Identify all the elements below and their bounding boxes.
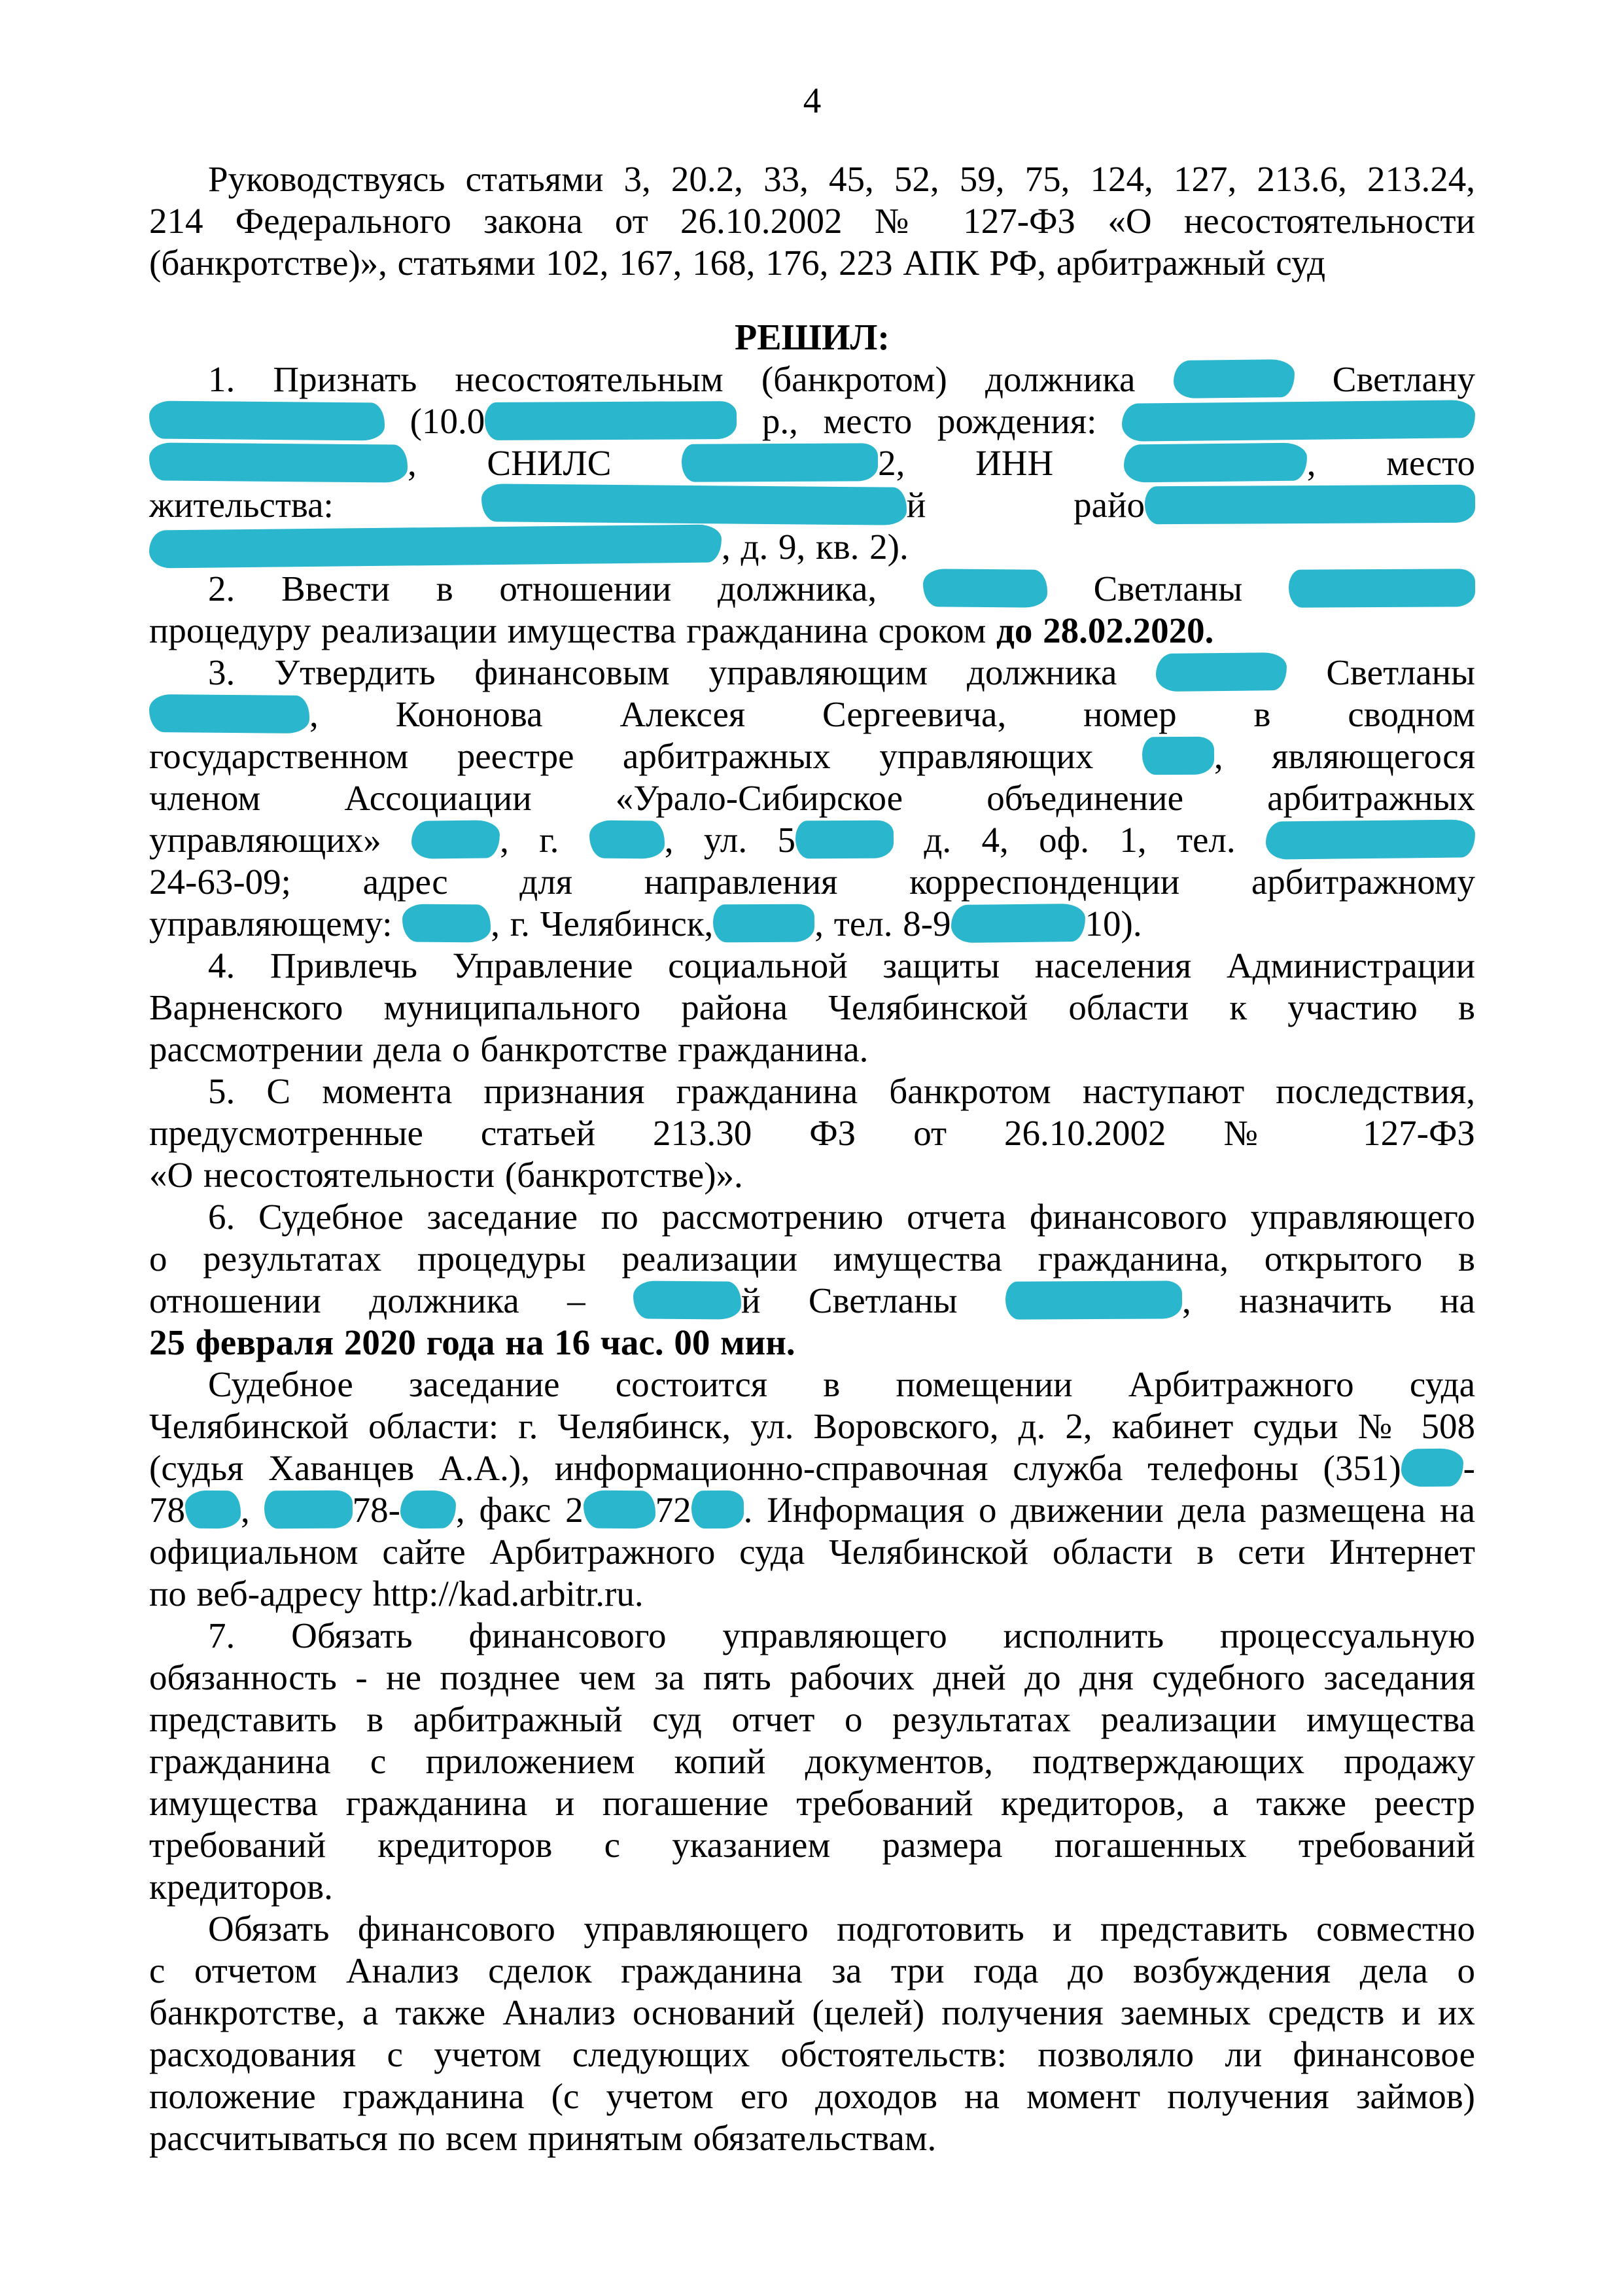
document-line [149, 1322, 1475, 1364]
redaction-mark [633, 1280, 741, 1319]
text-run: й райо [906, 485, 1145, 525]
document-line [149, 2075, 1475, 2117]
text-run: , [241, 1490, 264, 1530]
text-run: р., место рождения: [737, 401, 1122, 441]
redaction-mark [923, 569, 1047, 608]
text-run: с отчетом Анализ сделок гражданина за три года до возбуждения дела о [149, 1951, 1475, 1990]
document-line [149, 1573, 1475, 1615]
redaction-mark [149, 442, 408, 482]
text-run: процедуру реализации имущества гражданина сроком [149, 610, 997, 650]
text-run: по веб-адресу http://kad.arbitr.ru. [149, 1574, 644, 1614]
text-run: государственном реестре арбитражных управляющих [149, 736, 1142, 776]
document-line [149, 1112, 1475, 1154]
redaction-mark [185, 1491, 241, 1529]
document-line [149, 484, 1475, 526]
text-run: , г. Челябинск, [491, 904, 714, 944]
text-run: , являющегося [1213, 736, 1475, 776]
redaction-mark [1145, 485, 1475, 525]
text-run: банкротстве, а также Анализ оснований (целей) получения заемных средств и их [149, 1992, 1475, 2032]
document-line [149, 1280, 1475, 1322]
redaction-mark [1289, 569, 1475, 607]
document-line [149, 200, 1475, 242]
text-run: 214 Федерального закона от 26.10.2002 № 127-ФЗ «О несостоятельности [149, 201, 1475, 241]
text-run: , факс 2 [455, 1490, 584, 1530]
redaction-mark [691, 1491, 744, 1528]
document-line [149, 1866, 1475, 1908]
text-run: гражданина с приложением копий документов, подтверждающих продажу [149, 1741, 1475, 1781]
redaction-mark [1142, 737, 1214, 775]
document-line [149, 1699, 1475, 1740]
document-line [149, 1364, 1475, 1405]
document-line [149, 1824, 1475, 1866]
redaction-mark [481, 484, 907, 525]
document-line [149, 1615, 1475, 1657]
redaction-mark [951, 904, 1085, 943]
text-run: предусмотренные статьей 213.30 ФЗ от 26.10.2002 № 127-ФЗ [149, 1113, 1475, 1153]
redaction-mark [411, 820, 500, 858]
redaction-mark [402, 904, 491, 942]
text-run: , г. [500, 820, 589, 860]
document-line [149, 694, 1475, 735]
document-line [149, 735, 1475, 777]
document-line [149, 777, 1475, 819]
text-run: отношении должника – [149, 1280, 634, 1320]
text-run: , д. 9, кв. 2). [722, 527, 909, 567]
redaction-mark [149, 524, 722, 568]
document-line [149, 1531, 1475, 1573]
text-run: Руководствуясь статьями 3, 20.2, 33, 45, 52, 59, 75, 124, 127, 213.6, 213.24, [208, 159, 1475, 199]
document-line [149, 359, 1475, 400]
text-run: кредиторов. [149, 1867, 333, 1907]
redaction-mark [1122, 400, 1476, 442]
text-run: 5. С момента признания гражданина банкротом наступают последствия, [208, 1071, 1475, 1111]
document-line [149, 1070, 1475, 1112]
text-run: й Светланы [741, 1280, 1006, 1320]
text-run: 72 [655, 1490, 691, 1530]
text-run: расходования с учетом следующих обстоятельств: позволяло ли финансовое [149, 2034, 1475, 2074]
text-run: рассмотрении дела о банкротстве гражданина. [149, 1029, 869, 1069]
document-line [149, 568, 1475, 610]
text-run: о результатах процедуры реализации имущества гражданина, открытого в [149, 1239, 1475, 1279]
document-line [149, 1992, 1475, 2034]
redaction-mark [795, 821, 894, 859]
text-run: Светлану [1294, 359, 1476, 399]
text-run: обязанность - не позднее чем за пять рабочих дней до дня судебного заседания [149, 1657, 1475, 1697]
text-run: , ул. 5 [664, 820, 795, 860]
text-run: (судья Хаванцев А.А.), информационно-справочная служба телефоны (351) [149, 1448, 1401, 1488]
text-run: , тел. 8-9 [814, 904, 951, 944]
document-line [149, 2034, 1475, 2075]
text-run: 2. Ввести в отношении должника, [208, 569, 923, 609]
text-run: 7. Обязать финансового управляющего исполнить процессуальную [208, 1616, 1475, 1655]
text-run: . Информация о движении дела размещена на [743, 1490, 1476, 1530]
text-run: 24-63-09; адрес для направления корреспонденции арбитражному [149, 862, 1475, 902]
text-run: Обязать финансового управляющего подготовить и представить совместно [208, 1909, 1475, 1949]
document-line [149, 1489, 1475, 1531]
redaction-mark [583, 1491, 655, 1529]
text-run: Варненского муниципального района Челябинской области к участию в [149, 987, 1475, 1027]
document-line [149, 242, 1475, 284]
text-run: , Кононова Алексея Сергеевича, номер в сводном [309, 694, 1475, 734]
text-run: , место [1306, 443, 1475, 483]
document-line [149, 158, 1475, 200]
text-run: официальном сайте Арбитражного суда Челябинской области в сети Интернет [149, 1532, 1475, 1572]
text-run: 2, ИНН [878, 443, 1124, 483]
document-line [149, 1154, 1475, 1196]
text-run: жительства: [149, 485, 481, 525]
text-run: Судебное заседание состоится в помещении Арбитражного суда [208, 1364, 1475, 1404]
text-run: 1. Признать несостоятельным (банкротом) должника [208, 359, 1174, 399]
text-run: «О несостоятельности (банкротстве)». [149, 1155, 743, 1195]
text-run-bold: до 28.02.2020. [996, 610, 1214, 650]
text-run: (банкротстве)», статьями 102, 167, 168, 176, 223 АПК РФ, арбитражный суд [149, 243, 1326, 283]
text-run: , назначить на [1182, 1280, 1475, 1320]
document-line [149, 400, 1475, 442]
text-run: д. 4, оф. 1, тел. [893, 820, 1266, 860]
document-line [149, 1447, 1475, 1489]
text-run: 10). [1085, 904, 1142, 944]
page-number: 4 [803, 80, 822, 120]
text-run: 78- [352, 1490, 400, 1530]
text-run: Светланы [1047, 569, 1289, 609]
document-line [149, 1657, 1475, 1699]
text-run: управляющих» [149, 820, 412, 860]
document-line [149, 861, 1475, 903]
text-run: Светланы [1287, 652, 1476, 692]
redaction-mark [713, 904, 814, 943]
redaction-mark [264, 1491, 352, 1529]
redaction-mark [149, 400, 385, 440]
document-line [149, 1782, 1475, 1824]
redaction-mark [1173, 359, 1295, 398]
document-line [149, 819, 1475, 861]
text-run: управляющему: [149, 904, 403, 944]
document-line [149, 2117, 1475, 2159]
document-line [149, 1950, 1475, 1992]
text-run: положение гражданина (с учетом его доходов на момент получения займов) [149, 2076, 1475, 2116]
document-body [149, 158, 1475, 2159]
text-run: , СНИЛС [408, 443, 682, 483]
redaction-mark [485, 401, 737, 440]
document-line [149, 945, 1475, 987]
redaction-mark [149, 694, 309, 733]
document-line [149, 442, 1475, 484]
document-line [149, 1908, 1475, 1950]
text-run: 4. Привлечь Управление социальной защиты населения Администрации [208, 945, 1475, 985]
text-run: 6. Судебное заседание по рассмотрению отчета финансового управляющего [208, 1197, 1475, 1237]
redaction-mark [1401, 1449, 1463, 1487]
text-run-bold: 25 февраля 2020 года на 16 час. 00 мин. [149, 1322, 795, 1362]
document-line [149, 1238, 1475, 1280]
redaction-mark [1124, 443, 1308, 483]
redaction-mark [589, 820, 665, 858]
text-run: рассчитываться по всем принятым обязательствам. [149, 2118, 937, 2158]
decision-heading: РЕШИЛ: [735, 317, 890, 358]
document-line [149, 526, 1475, 568]
text-run: 3. Утвердить финансовым управляющим должника [208, 652, 1157, 692]
document-line [149, 610, 1475, 652]
redaction-mark [1156, 652, 1287, 692]
redaction-mark [1005, 1280, 1182, 1319]
text-run: членом Ассоциации «Урало-Сибирское объединение арбитражных [149, 778, 1475, 818]
redaction-mark [400, 1491, 457, 1529]
document-line [149, 1740, 1475, 1782]
document-line [149, 1029, 1475, 1070]
redaction-mark [682, 443, 878, 482]
text-run: (10.0 [385, 401, 485, 441]
document-line [149, 987, 1475, 1029]
document-line [149, 1405, 1475, 1447]
text-run: Челябинской области: г. Челябинск, ул. Воровского, д. 2, кабинет судьи № 508 [149, 1406, 1475, 1446]
document-line [149, 1196, 1475, 1238]
text-run: имущества гражданина и погашение требований кредиторов, а также реестр [149, 1783, 1475, 1823]
text-run: требований кредиторов с указанием размера погашенных требований [149, 1825, 1475, 1865]
text-run: 78 [149, 1490, 185, 1530]
text-run: представить в арбитражный суд отчет о результатах реализации имущества [149, 1699, 1475, 1739]
redaction-mark [1266, 819, 1476, 859]
document-line [149, 903, 1475, 945]
text-run: - [1463, 1448, 1475, 1488]
document-line [149, 652, 1475, 694]
